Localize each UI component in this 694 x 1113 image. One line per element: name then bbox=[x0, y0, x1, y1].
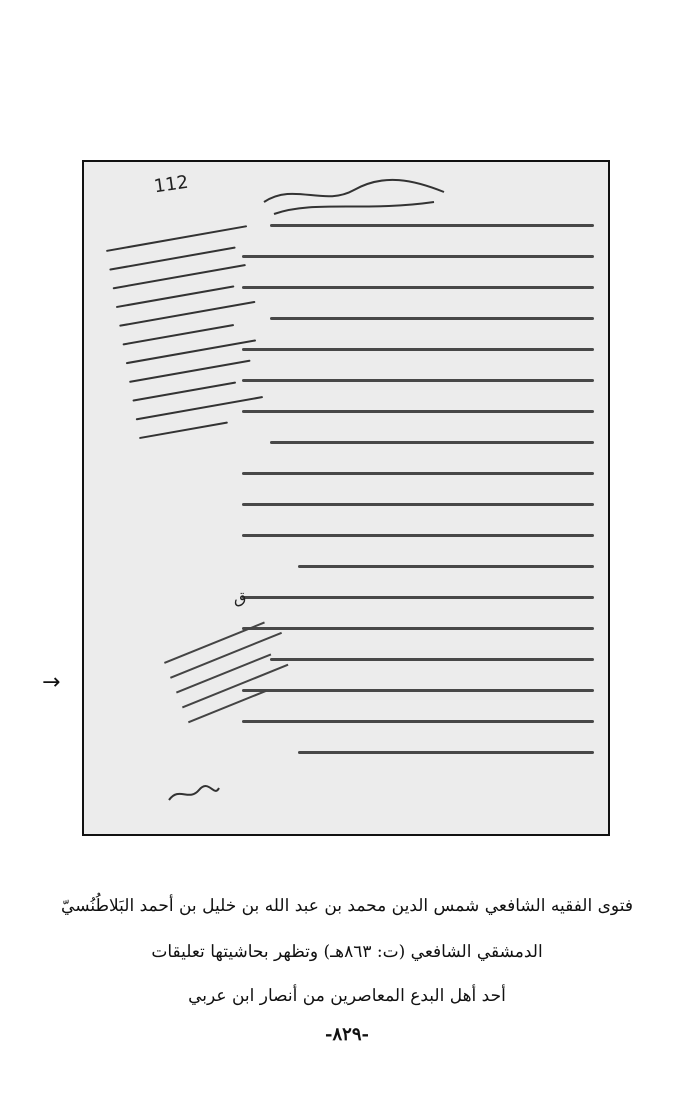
caption-line-3: أحد أهل البدع المعاصرين من أنصار ابن عربي bbox=[188, 986, 506, 1006]
top-annotation-scribble bbox=[254, 172, 454, 218]
manuscript-image bbox=[82, 160, 610, 836]
pointer-arrow-icon: → bbox=[42, 670, 61, 695]
folio-number: 112 bbox=[152, 171, 190, 198]
signature-scribble bbox=[164, 782, 224, 806]
caption-line-1: فتوى الفقيه الشافعي شمس الدين محمد بن عبد الله بن خليل بن أحمد البَلاطُنُسيّ bbox=[61, 896, 633, 916]
page-number: -٨٢٩- bbox=[325, 1024, 369, 1045]
caption-line-2: الدمشقي الشافعي (ت: ٨٦٣هـ) وتظهر بحاشيتها تعليقات bbox=[151, 942, 543, 962]
manuscript-main-text bbox=[242, 224, 594, 782]
margin-mark: ق bbox=[234, 588, 247, 607]
